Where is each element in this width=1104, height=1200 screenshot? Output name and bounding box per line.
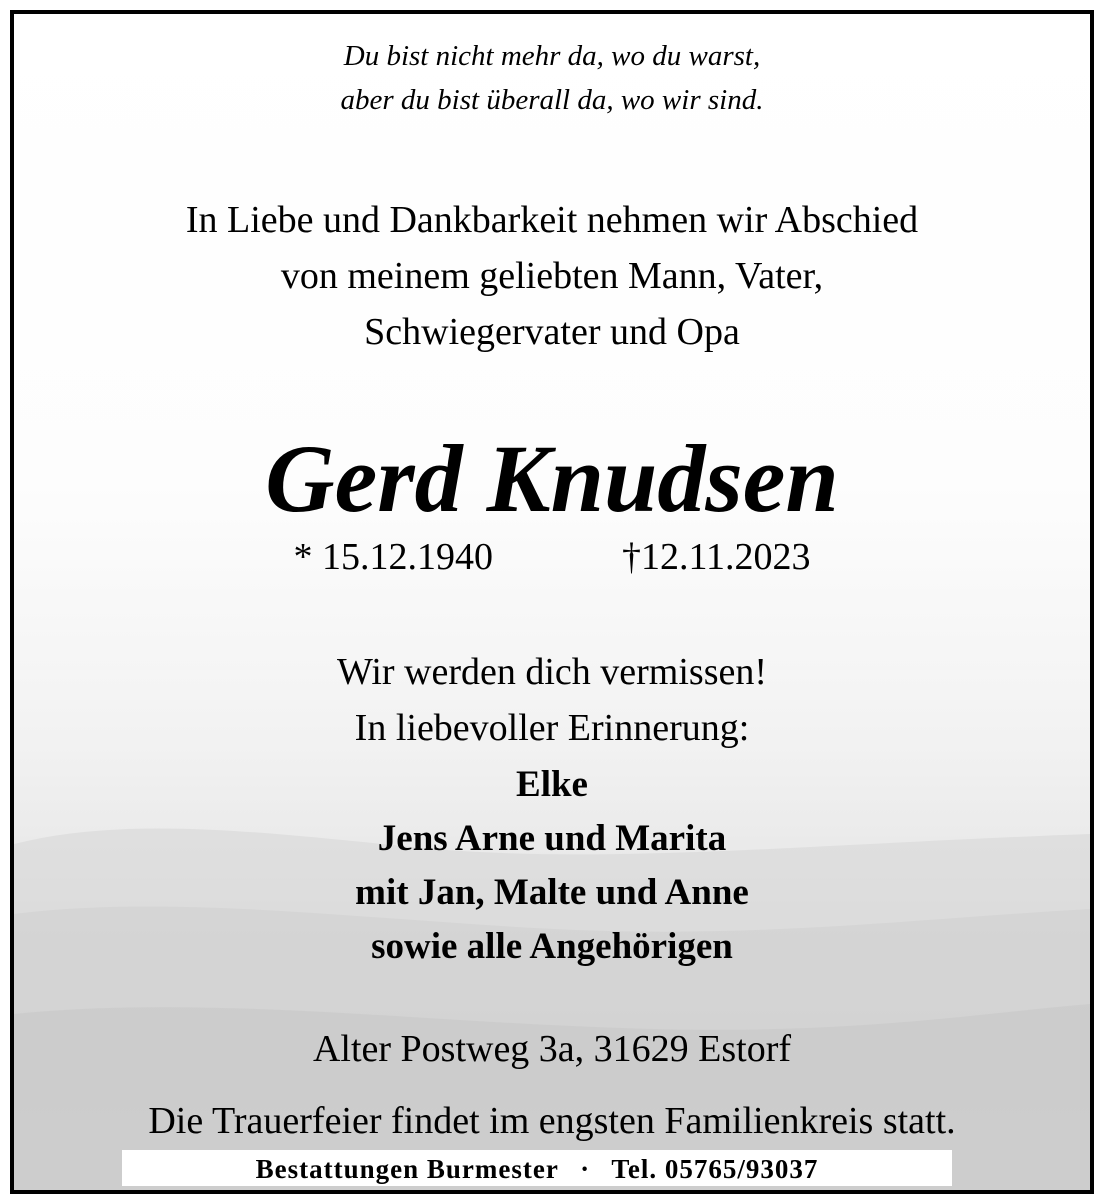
funeral-note: Die Trauerfeier findet im engsten Familienkreis statt. — [148, 1100, 956, 1142]
mourner-name: mit Jan, Malte und Anne — [355, 872, 749, 913]
life-dates — [14, 534, 1090, 580]
mourner-name: Elke — [516, 764, 588, 805]
undertaker-footer — [122, 1150, 952, 1186]
footer-separator: · — [580, 1154, 591, 1184]
message-line-2: In liebevoller Erinnerung: — [354, 707, 750, 749]
undertaker-name: Bestattungen Burmester — [255, 1154, 559, 1184]
birth-date: * 15.12.1940 — [293, 536, 493, 578]
landscape-background — [14, 14, 1090, 1190]
poem-line-1: Du bist nicht mehr da, wo du warst, — [343, 40, 761, 72]
mourner-name: sowie alle Angehörigen — [371, 926, 733, 967]
message-line-1: Wir werden dich vermissen! — [336, 651, 768, 693]
mourner-name: Jens Arne und Marita — [377, 818, 727, 859]
address: Alter Postweg 3a, 31629 Estorf — [312, 1028, 792, 1070]
death-date: †12.11.2023 — [621, 536, 811, 578]
poem-line-2: aber du bist überall da, wo wir sind. — [340, 84, 764, 116]
intro-line-1: In Liebe und Dankbarkeit nehmen wir Abschied — [185, 199, 919, 241]
intro-line-2: von meinem geliebten Mann, Vater, — [280, 255, 824, 297]
deceased-name: Gerd Knudsen — [265, 425, 839, 532]
intro-line-3: Schwiegervater und Opa — [364, 311, 740, 353]
undertaker-phone: Tel. 05765/93037 — [611, 1154, 819, 1184]
obituary-card — [10, 10, 1094, 1194]
